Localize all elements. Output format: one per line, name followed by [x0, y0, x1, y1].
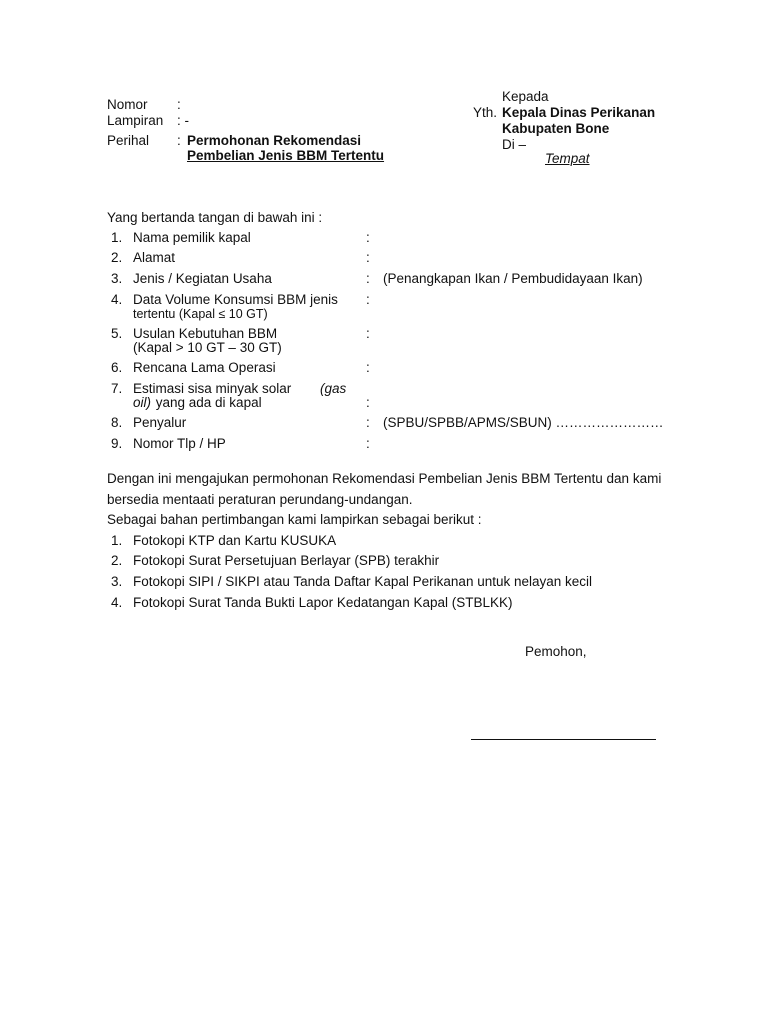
field-colon: : — [366, 230, 370, 245]
attachment-number: 4. — [111, 595, 123, 610]
body-paragraph-line2: bersedia mentaati peraturan perundang-undangan. — [107, 492, 413, 507]
field-label-line2: (Kapal > 10 GT – 30 GT) — [133, 340, 282, 355]
field-colon: : — [366, 395, 370, 410]
field-label-line2: yang ada di kapal — [152, 395, 262, 410]
field-label: Nomor Tlp / HP — [133, 436, 226, 451]
attachment-item: Fotokopi Surat Tanda Bukti Lapor Kedatangan Kapal (STBLKK) — [133, 595, 513, 610]
field-value: (SPBU/SPBB/APMS/SBUN) …………………… — [383, 415, 664, 430]
addressee-line2: Kabupaten Bone — [502, 121, 610, 136]
attachment-item: Fotokopi Surat Persetujuan Berlayar (SPB) terakhir — [133, 553, 440, 568]
field-number: 4. — [111, 292, 123, 307]
attachment-number: 1. — [111, 533, 123, 548]
field-colon: : — [366, 250, 370, 265]
field-colon: : — [366, 292, 370, 307]
perihal-line2: Pembelian Jenis BBM Tertentu — [187, 148, 385, 163]
attachment-item: Fotokopi KTP dan Kartu KUSUKA — [133, 533, 337, 548]
field-label-italic: (gas — [320, 381, 347, 396]
kepada-label: Kepada — [502, 89, 549, 104]
nomor-label: Nomor — [107, 97, 148, 112]
perihal-line1: Permohonan Rekomendasi — [187, 133, 362, 148]
field-colon: : — [366, 436, 370, 451]
field-label: Estimasi sisa minyak solar — [133, 381, 292, 396]
field-label: Alamat — [133, 250, 176, 265]
lampiran-label: Lampiran — [107, 113, 164, 128]
body-paragraph-line1: Dengan ini mengajukan permohonan Rekomendasi Pembelian Jenis BBM Tertentu dan kami — [107, 471, 662, 486]
addressee-line1: Kepala Dinas Perikanan — [502, 105, 656, 120]
field-label-line2: tertentu (Kapal ≤ 10 GT) — [133, 307, 268, 321]
attachment-item: Fotokopi SIPI / SIKPI atau Tanda Daftar Kapal Perikanan untuk nelayan kecil — [133, 574, 593, 589]
perihal-colon: : — [177, 133, 181, 148]
pemohon-label: Pemohon, — [525, 644, 587, 659]
field-label: Penyalur — [133, 415, 187, 430]
field-label: Rencana Lama Operasi — [133, 360, 276, 375]
yth-label: Yth. — [473, 105, 498, 120]
field-label: Jenis / Kegiatan Usaha — [133, 271, 272, 286]
field-number: 6. — [111, 360, 123, 375]
field-number: 2. — [111, 250, 123, 265]
di-label: Di – — [502, 137, 527, 152]
field-label: Nama pemilik kapal — [133, 230, 251, 245]
field-number: 8. — [111, 415, 123, 430]
attachments-intro: Sebagai bahan pertimbangan kami lampirkan sebagai berikut : — [107, 512, 482, 527]
attachment-number: 3. — [111, 574, 123, 589]
field-label: Data Volume Konsumsi BBM jenis — [133, 292, 338, 307]
intro-text: Yang bertanda tangan di bawah ini : — [107, 210, 323, 225]
field-number: 9. — [111, 436, 123, 451]
attachment-number: 2. — [111, 553, 123, 568]
field-number: 5. — [111, 326, 123, 341]
field-number: 1. — [111, 230, 123, 245]
signature-line — [471, 739, 656, 740]
field-colon: : — [366, 360, 370, 375]
field-number: 7. — [111, 381, 123, 396]
field-colon: : — [366, 326, 370, 341]
tempat-label: Tempat — [545, 151, 590, 166]
perihal-label: Perihal — [107, 133, 150, 148]
nomor-colon: : — [177, 97, 181, 112]
lampiran-value: : - — [177, 113, 189, 128]
field-number: 3. — [111, 271, 123, 286]
field-label-italic-line2: oil) — [133, 395, 152, 410]
field-value: (Penangkapan Ikan / Pembudidayaan Ikan) — [383, 271, 643, 286]
field-colon: : — [366, 271, 370, 286]
field-colon: : — [366, 415, 370, 430]
field-label: Usulan Kebutuhan BBM — [133, 326, 278, 341]
